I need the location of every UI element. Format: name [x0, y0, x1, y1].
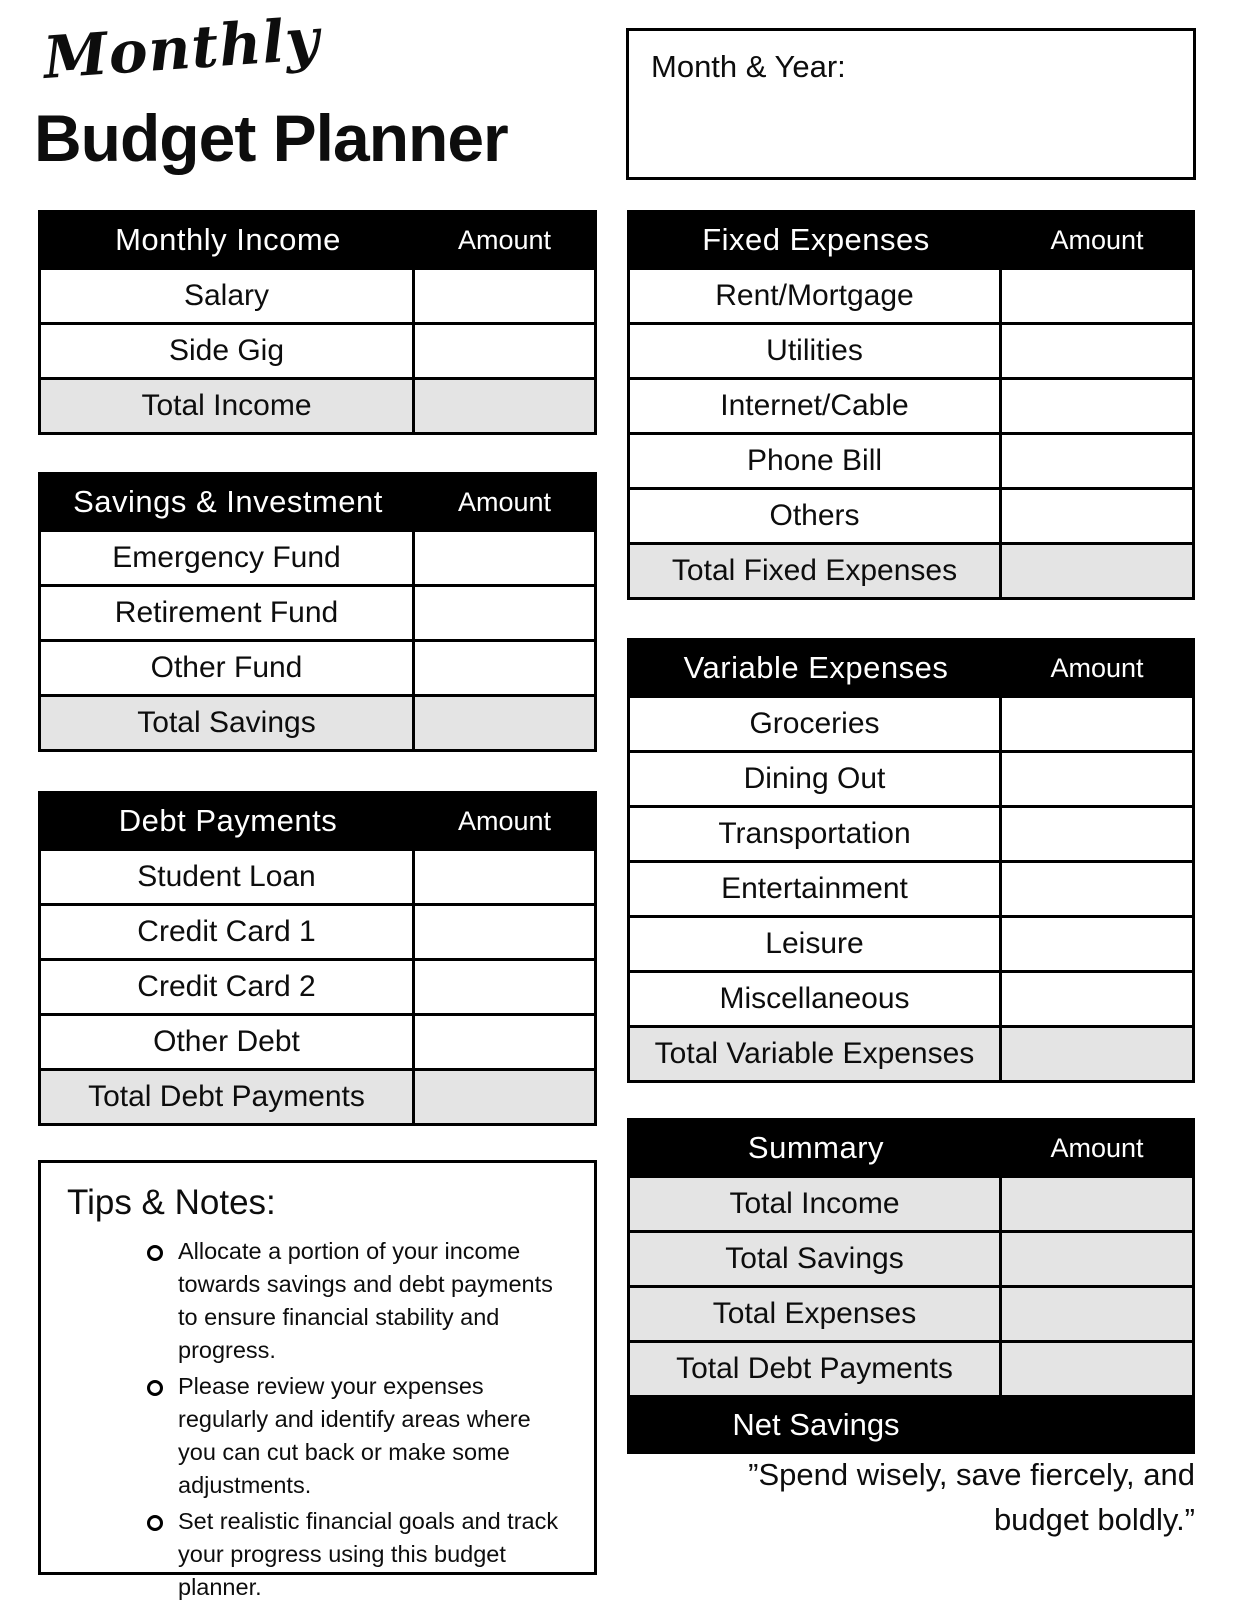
table-row [630, 377, 1192, 432]
month-year-label: Month & Year: [651, 49, 846, 84]
table-title: Variable Expenses [683, 650, 949, 685]
amount-cell[interactable] [1002, 1178, 1192, 1230]
fixed-expenses-table [627, 210, 1195, 600]
row-label: Credit Card 1 [41, 906, 415, 958]
row-label: Dining Out [630, 753, 1002, 805]
list-item [147, 1235, 568, 1367]
quote-line: ”Spend wisely, save fiercely, and [748, 1457, 1195, 1492]
amount-cell[interactable] [1002, 753, 1192, 805]
amount-cell[interactable] [415, 325, 594, 377]
bullet-icon [147, 1380, 163, 1396]
table-row [630, 695, 1192, 750]
row-label: Salary [41, 270, 415, 322]
table-row [630, 860, 1192, 915]
amount-cell[interactable] [415, 642, 594, 694]
total-row [41, 1068, 594, 1123]
table-row [41, 1013, 594, 1068]
net-savings-label: Net Savings [732, 1406, 900, 1442]
amount-cell[interactable] [1002, 1028, 1192, 1080]
amount-cell[interactable] [1002, 1233, 1192, 1285]
amount-cell[interactable] [1002, 973, 1192, 1025]
table-title: Debt Payments [118, 803, 338, 838]
row-label: Rent/Mortgage [630, 270, 1002, 322]
total-row [41, 694, 594, 749]
table-row [630, 322, 1192, 377]
row-label: Total Debt Payments [630, 1343, 1002, 1395]
amount-header: Amount [457, 224, 552, 255]
table-header [41, 213, 594, 267]
total-row [41, 377, 594, 432]
amount-cell[interactable] [415, 532, 594, 584]
amount-header: Amount [1050, 224, 1144, 255]
table-title: Monthly Income [115, 222, 341, 257]
month-year-field[interactable] [626, 28, 1196, 180]
amount-cell[interactable] [1002, 325, 1192, 377]
amount-cell[interactable] [415, 906, 594, 958]
row-label: Miscellaneous [630, 973, 1002, 1025]
amount-cell[interactable] [415, 697, 594, 749]
list-item [147, 1370, 568, 1502]
amount-cell[interactable] [415, 851, 594, 903]
amount-cell[interactable] [1002, 435, 1192, 487]
table-row [41, 848, 594, 903]
row-label: Phone Bill [630, 435, 1002, 487]
tip-text: Allocate a portion of your income towards savings and debt payments to ensure financial stability and progress. [178, 1238, 553, 1363]
amount-cell[interactable] [415, 1071, 594, 1123]
table-header [630, 213, 1192, 267]
amount-cell[interactable] [1002, 698, 1192, 750]
tip-text: Please review your expenses regularly and identify areas where you can cut back or make some adjustments. [178, 1373, 531, 1498]
amount-cell[interactable] [1002, 863, 1192, 915]
row-label: Total Savings [41, 697, 415, 749]
total-row [630, 1025, 1192, 1080]
table-header [41, 475, 594, 529]
amount-cell[interactable] [415, 961, 594, 1013]
row-label: Other Fund [41, 642, 415, 694]
debt-payments-table [38, 791, 597, 1126]
row-label: Transportation [630, 808, 1002, 860]
row-label: Leisure [630, 918, 1002, 970]
table-row [630, 267, 1192, 322]
quote [635, 1453, 1195, 1543]
row-label: Credit Card 2 [41, 961, 415, 1013]
row-label: Internet/Cable [630, 380, 1002, 432]
table-row [630, 1175, 1192, 1230]
amount-cell[interactable] [1002, 1343, 1192, 1395]
table-row [41, 529, 594, 584]
variable-expenses-table [627, 638, 1195, 1083]
row-label: Total Variable Expenses [630, 1028, 1002, 1080]
amount-cell[interactable] [415, 270, 594, 322]
table-header [630, 641, 1192, 695]
row-label: Emergency Fund [41, 532, 415, 584]
list-item [147, 1505, 568, 1604]
row-label: Groceries [630, 698, 1002, 750]
amount-header: Amount [457, 805, 552, 836]
table-row [41, 903, 594, 958]
table-title: Summary [747, 1130, 885, 1165]
amount-cell[interactable] [1002, 490, 1192, 542]
row-label: Total Savings [630, 1233, 1002, 1285]
tips-list [41, 1235, 594, 1604]
row-label: Other Debt [41, 1016, 415, 1068]
row-label: Side Gig [41, 325, 415, 377]
table-row [41, 584, 594, 639]
page-title: Budget Planner [34, 101, 508, 175]
amount-cell[interactable] [415, 1016, 594, 1068]
tip-text: Set realistic financial goals and track your progress using this budget planner. [178, 1508, 559, 1600]
amount-cell[interactable] [1002, 380, 1192, 432]
table-header [630, 1121, 1192, 1175]
table-row [630, 1340, 1192, 1395]
row-label: Total Income [41, 380, 415, 432]
table-row [630, 970, 1192, 1025]
row-label: Total Fixed Expenses [630, 545, 1002, 597]
row-label: Student Loan [41, 851, 415, 903]
table-row [41, 267, 594, 322]
bullet-icon [147, 1245, 163, 1261]
row-label: Entertainment [630, 863, 1002, 915]
table-row [630, 805, 1192, 860]
table-row [630, 487, 1192, 542]
row-label: Utilities [630, 325, 1002, 377]
row-label: Others [630, 490, 1002, 542]
amount-cell[interactable] [415, 380, 594, 432]
quote-line: budget boldly.” [993, 1501, 1195, 1537]
amount-header: Amount [1050, 652, 1144, 683]
row-label: Retirement Fund [41, 587, 415, 639]
table-row [41, 958, 594, 1013]
amount-header: Amount [457, 486, 552, 517]
amount-cell[interactable] [1002, 545, 1192, 597]
row-label: Total Debt Payments [41, 1071, 415, 1123]
amount-cell[interactable] [415, 587, 594, 639]
bullet-icon [147, 1515, 163, 1531]
amount-cell[interactable] [1002, 270, 1192, 322]
amount-cell[interactable] [1002, 1288, 1192, 1340]
table-row [41, 639, 594, 694]
table-row [630, 1285, 1192, 1340]
amount-cell[interactable] [1002, 918, 1192, 970]
row-label: Total Expenses [630, 1288, 1002, 1340]
monthly-income-table [38, 210, 597, 435]
amount-header: Amount [1050, 1132, 1144, 1163]
table-row [630, 750, 1192, 805]
total-row [630, 542, 1192, 597]
table-row [630, 1230, 1192, 1285]
tips-title: Tips & Notes: [67, 1183, 276, 1222]
table-row [630, 432, 1192, 487]
row-label: Total Income [630, 1178, 1002, 1230]
table-row [630, 915, 1192, 970]
table-header [41, 794, 594, 848]
tips-notes-box [38, 1160, 597, 1600]
savings-investment-table [38, 472, 597, 752]
table-row [41, 322, 594, 377]
page-title-script: Monthly [41, 4, 323, 92]
table-title: Fixed Expenses [702, 222, 930, 257]
net-savings-row [630, 1395, 1192, 1451]
amount-cell[interactable] [1002, 808, 1192, 860]
summary-table [627, 1118, 1195, 1454]
table-title: Savings & Investment [73, 484, 383, 519]
